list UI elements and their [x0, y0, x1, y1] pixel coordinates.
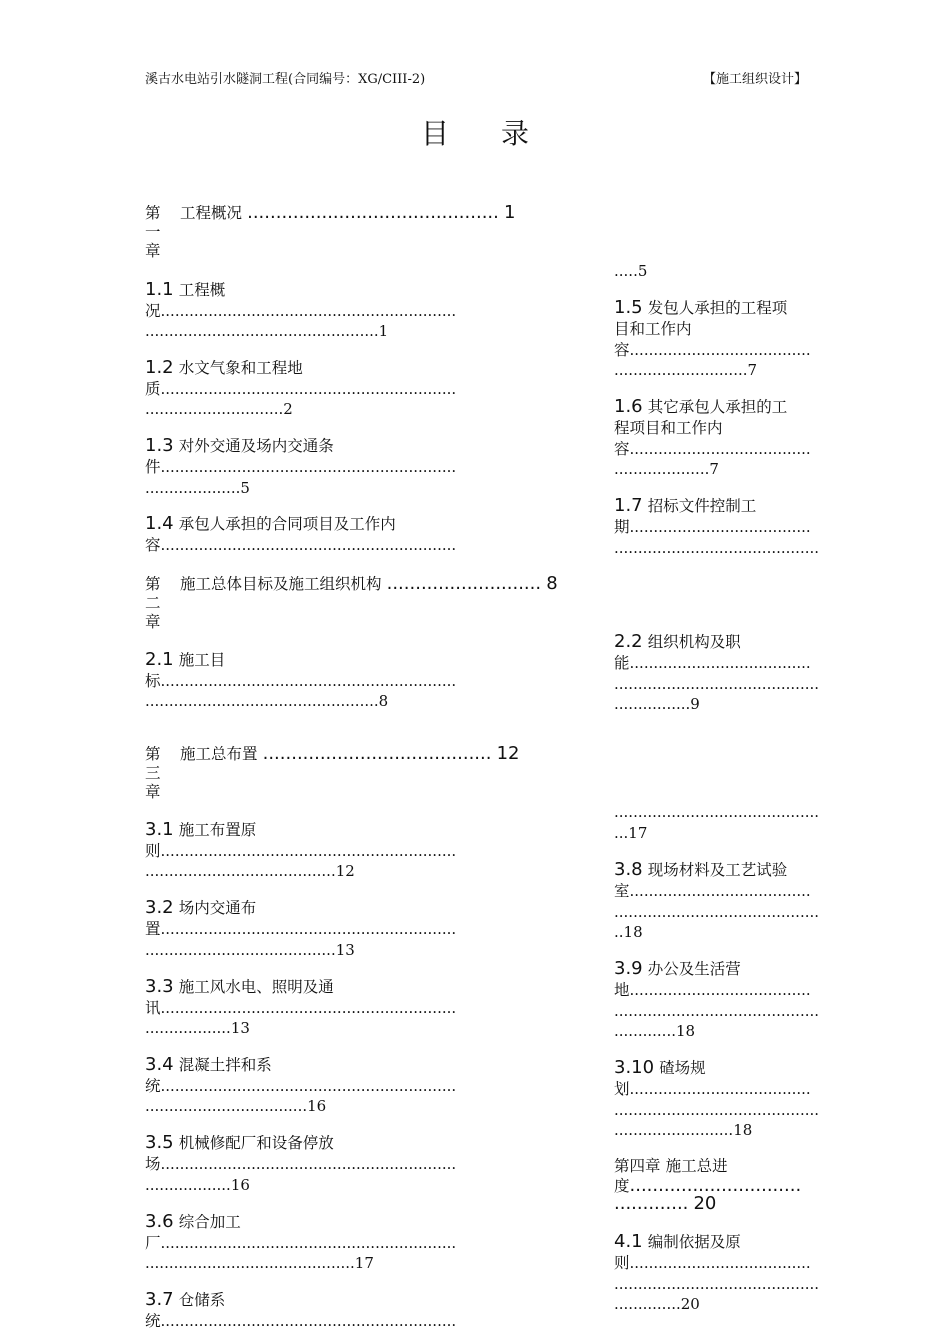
- chapter-4-leader-cont: .............: [614, 1193, 689, 1214]
- entry-title-cont: 标: [145, 672, 161, 690]
- chapter-4-name: 施工总进: [665, 1157, 728, 1175]
- chapter-2-char-3: 章: [145, 613, 161, 631]
- entry-2-1-page-line: .................................................8: [145, 692, 389, 710]
- entry-number: 3.1: [145, 819, 174, 840]
- entry-1-4-line-2: [145, 535, 456, 555]
- entry-leader: ..............................................................: [160, 1234, 457, 1252]
- entry-title-cont: 统: [145, 1077, 161, 1095]
- toc-entry-3-8[interactable]: [614, 860, 787, 880]
- entry-title: 现场材料及工艺试验: [647, 861, 788, 879]
- entry-title: 组织机构及职: [647, 633, 741, 651]
- entry-number: 1.7: [614, 495, 643, 516]
- entry-3-9-line-2: [614, 980, 811, 1000]
- entry-leader: ..............................................................: [160, 458, 457, 476]
- entry-3-8-line-3: ...........................................: [614, 903, 820, 921]
- entry-2-1-line-2: [145, 671, 456, 691]
- entry-leader: ......................................: [629, 1254, 811, 1272]
- toc-entry-3-7[interactable]: [145, 1290, 225, 1310]
- entry-number: 3.2: [145, 897, 174, 918]
- entry-title: 综合加工: [178, 1213, 241, 1231]
- entry-title-cont: 则: [145, 842, 161, 860]
- entry-leader: ..............................................................: [160, 672, 457, 690]
- toc-entry-3-5[interactable]: [145, 1133, 334, 1153]
- entry-title-cont: 厂: [145, 1234, 161, 1252]
- chapter-4-page-line: [614, 1194, 716, 1214]
- entry-1-5-line-3: [614, 340, 811, 360]
- entry-leader: ......................................: [629, 981, 811, 999]
- entry-leader: ......................................: [629, 654, 811, 672]
- entry-leader: ..............................................................: [160, 1077, 457, 1095]
- entry-title-cont: 地: [614, 981, 630, 999]
- entry-1-1-page-line: .................................................1: [145, 322, 389, 340]
- entry-title-cont: 讯: [145, 999, 161, 1017]
- entry-3-1-page-line: ........................................12: [145, 862, 355, 880]
- entry-title-cont: 容: [145, 536, 161, 554]
- chapter-4-name-cont: 度: [614, 1177, 630, 1195]
- entry-number: 2.1: [145, 649, 174, 670]
- entry-title: 办公及生活营: [647, 960, 741, 978]
- entry-1-1-line-2: [145, 301, 456, 321]
- entry-leader: ..............................................................: [160, 842, 457, 860]
- entry-number: 2.2: [614, 631, 643, 652]
- chapter-2-char-1: 第: [145, 575, 161, 593]
- entry-title-cont: 件: [145, 458, 161, 476]
- entry-3-8-page-line: ..18: [614, 923, 643, 941]
- chapter-4-leader: ..............................: [629, 1175, 802, 1196]
- entry-title: 机械修配厂和设备停放: [178, 1134, 334, 1152]
- entry-2-2-page-line: ................9: [614, 695, 700, 713]
- entry-3-10-page-line: .........................18: [614, 1121, 753, 1139]
- toc-entry-1-4[interactable]: [145, 514, 396, 534]
- entry-1-5-page-line: ............................7: [614, 361, 758, 379]
- chapter-1-char-3: 章: [145, 242, 161, 260]
- chapter-1-page: 1: [503, 202, 516, 223]
- entry-number: 3.3: [145, 976, 174, 997]
- chapter-2-name: 施工总体目标及施工组织机构: [180, 575, 382, 593]
- chapter-3-page: 12: [496, 743, 520, 764]
- entry-number: 3.7: [145, 1289, 174, 1310]
- entry-title-cont: 场: [145, 1155, 161, 1173]
- entry-title: 水文气象和工程地: [178, 359, 303, 377]
- entry-number: 4.1: [614, 1231, 643, 1252]
- entry-leader: ..............................................................: [160, 380, 457, 398]
- entry-3-9-page-line: .............18: [614, 1022, 696, 1040]
- chapter-4-label: 第四章: [614, 1157, 661, 1175]
- entry-3-5-line-2: [145, 1154, 456, 1174]
- entry-leader: ..............................................................: [160, 1312, 457, 1330]
- entry-title-cont: 容: [614, 341, 630, 359]
- chapter-3-char-1: 第: [145, 745, 161, 763]
- entry-title: 承包人承担的合同项目及工作内: [178, 515, 396, 533]
- entry-2-2-line-3: ...........................................: [614, 675, 820, 693]
- entry-1-5-line-2: 目和工作内: [614, 320, 692, 338]
- entry-1-7-line-2: [614, 517, 811, 537]
- chapter-1-name: 工程概况: [180, 204, 243, 222]
- entry-3-7-line-2: [145, 1311, 456, 1331]
- entry-title: 施工布置原: [178, 821, 257, 839]
- entry-1-6-line-2: 程项目和工作内: [614, 419, 723, 437]
- entry-1-3-line-2: [145, 457, 456, 477]
- entry-1-2-page-line: .............................2: [145, 400, 293, 418]
- entry-title: 工程概: [178, 281, 226, 299]
- toc-entry-1-6[interactable]: [614, 397, 787, 417]
- entry-3-7-page-line: ...17: [614, 824, 648, 842]
- entry-leader: ......................................: [629, 882, 811, 900]
- entry-title: 施工风水电、照明及通: [178, 978, 334, 996]
- entry-3-1-line-2: [145, 841, 456, 861]
- entry-3-3-page-line: ..................13: [145, 1019, 250, 1037]
- entry-number: 3.5: [145, 1132, 174, 1153]
- chapter-3-char-2: 三: [145, 764, 161, 782]
- chapter-3-name: 施工总布置: [180, 745, 258, 763]
- entry-1-7-page-line: ...........................................: [614, 539, 820, 557]
- entry-title: 混凝土拌和系: [178, 1056, 272, 1074]
- entry-1-6-line-3: [614, 439, 811, 459]
- entry-title-cont: 质: [145, 380, 161, 398]
- entry-title-cont: 容: [614, 440, 630, 458]
- chapter-1-dots: ............................................: [247, 202, 499, 223]
- entry-title: 对外交通及场内交通条: [178, 437, 334, 455]
- entry-title: 发包人承担的工程项: [647, 299, 788, 317]
- header-document-title: 溪古水电站引水隧洞工程(合同编号：XG/CIII-2): [145, 72, 426, 87]
- entry-leader: ......................................: [629, 1080, 811, 1098]
- entry-leader: ..............................................................: [160, 920, 457, 938]
- entry-title: 仓储系: [178, 1291, 226, 1309]
- page-title: [0, 112, 950, 152]
- entry-3-2-page-line: ........................................13: [145, 941, 355, 959]
- entry-leader: ..............................................................: [160, 536, 457, 554]
- entry-title: 碴场规: [659, 1059, 706, 1077]
- entry-leader: ..............................................................: [160, 999, 457, 1017]
- entry-3-3-line-2: [145, 998, 456, 1018]
- entry-leader: ......................................: [629, 518, 811, 536]
- toc-entry-1-5[interactable]: [614, 298, 787, 318]
- entry-title-cont: 划: [614, 1080, 630, 1098]
- entry-3-4-line-2: [145, 1076, 456, 1096]
- chapter-2-dots: ...........................: [386, 573, 542, 594]
- entry-title-cont: 期: [614, 518, 630, 536]
- entry-4-1-line-3: ...........................................: [614, 1275, 820, 1293]
- entry-number: 1.4: [145, 513, 174, 534]
- entry-3-10-line-2: [614, 1079, 811, 1099]
- entry-3-7-leader-cont: ...........................................: [614, 803, 820, 821]
- entry-title-cont: 统: [145, 1312, 161, 1330]
- entry-1-6-page-line: ....................7: [614, 460, 719, 478]
- entry-4-1-line-2: [614, 1253, 811, 1273]
- toc-chapter-4[interactable]: [614, 1156, 728, 1176]
- entry-title: 编制依据及原: [647, 1233, 741, 1251]
- toc-entry-1-7[interactable]: [614, 496, 756, 516]
- chapter-3-dots: ........................................: [262, 743, 492, 764]
- toc-entry-2-2[interactable]: [614, 632, 741, 652]
- entry-title-cont: 则: [614, 1254, 630, 1272]
- entry-number: 1.6: [614, 396, 643, 417]
- chapter-2-page: 8: [546, 573, 558, 594]
- entry-title: 招标文件控制工: [647, 497, 757, 515]
- entry-number: 3.8: [614, 859, 643, 880]
- entry-title-cont: 室: [614, 882, 630, 900]
- entry-title-cont: 置: [145, 920, 161, 938]
- entry-leader: ..............................................................: [160, 302, 457, 320]
- toc-entry-3-9[interactable]: [614, 959, 741, 979]
- entry-number: 3.9: [614, 958, 643, 979]
- chapter-2-char-2: 二: [145, 594, 161, 612]
- entry-3-6-page-line: ............................................17: [145, 1254, 374, 1272]
- entry-3-10-line-3: ...........................................: [614, 1101, 820, 1119]
- entry-1-3-page-line: ....................5: [145, 479, 250, 497]
- entry-number: 1.2: [145, 357, 174, 378]
- toc-chapter-2[interactable]: [180, 574, 558, 594]
- entry-3-8-line-2: [614, 881, 811, 901]
- entry-1-4-page-line: .....5: [614, 262, 648, 280]
- title-char-2: 录: [501, 117, 530, 150]
- entry-number: 1.1: [145, 279, 174, 300]
- toc-entry-1-2[interactable]: [145, 358, 303, 378]
- title-char-1: 目: [420, 117, 449, 150]
- entry-title: 其它承包人承担的工: [647, 398, 788, 416]
- entry-title: 施工目: [178, 651, 226, 669]
- entry-leader: ..............................................................: [160, 1155, 457, 1173]
- chapter-3-char-3: 章: [145, 783, 161, 801]
- entry-2-2-line-2: [614, 653, 811, 673]
- toc-entry-3-6[interactable]: [145, 1212, 241, 1232]
- entry-3-6-line-2: [145, 1233, 456, 1253]
- toc-chapter-1[interactable]: [180, 203, 515, 223]
- entry-3-2-line-2: [145, 919, 456, 939]
- toc-entry-3-4[interactable]: [145, 1055, 272, 1075]
- header-section-label: 【施工组织设计】: [703, 72, 808, 87]
- chapter-1-char-2: 一: [145, 223, 161, 241]
- entry-number: 3.4: [145, 1054, 174, 1075]
- entry-leader: ......................................: [629, 440, 811, 458]
- entry-4-1-page-line: ..............20: [614, 1295, 700, 1313]
- toc-entry-1-1[interactable]: [145, 280, 225, 300]
- entry-leader: ......................................: [629, 341, 811, 359]
- entry-number: 3.10: [614, 1057, 655, 1078]
- toc-entry-3-2[interactable]: [145, 898, 256, 918]
- entry-3-9-line-3: ...........................................: [614, 1002, 820, 1020]
- entry-title: 场内交通布: [178, 899, 257, 917]
- toc-entry-3-10[interactable]: [614, 1058, 706, 1078]
- entry-3-5-page-line: ..................16: [145, 1176, 250, 1194]
- entry-number: 1.5: [614, 297, 643, 318]
- entry-1-2-line-2: [145, 379, 456, 399]
- toc-entry-3-3[interactable]: [145, 977, 334, 997]
- toc-entry-1-3[interactable]: [145, 436, 334, 456]
- entry-title-cont: 况: [145, 302, 161, 320]
- toc-entry-3-1[interactable]: [145, 820, 256, 840]
- entry-3-4-page-line: ..................................16: [145, 1097, 327, 1115]
- toc-entry-4-1[interactable]: [614, 1232, 741, 1252]
- chapter-4-page: 20: [693, 1193, 717, 1214]
- toc-entry-2-1[interactable]: [145, 650, 225, 670]
- toc-chapter-3[interactable]: [180, 744, 519, 764]
- chapter-1-char-1: 第: [145, 204, 161, 222]
- entry-number: 1.3: [145, 435, 174, 456]
- entry-number: 3.6: [145, 1211, 174, 1232]
- entry-title-cont: 能: [614, 654, 630, 672]
